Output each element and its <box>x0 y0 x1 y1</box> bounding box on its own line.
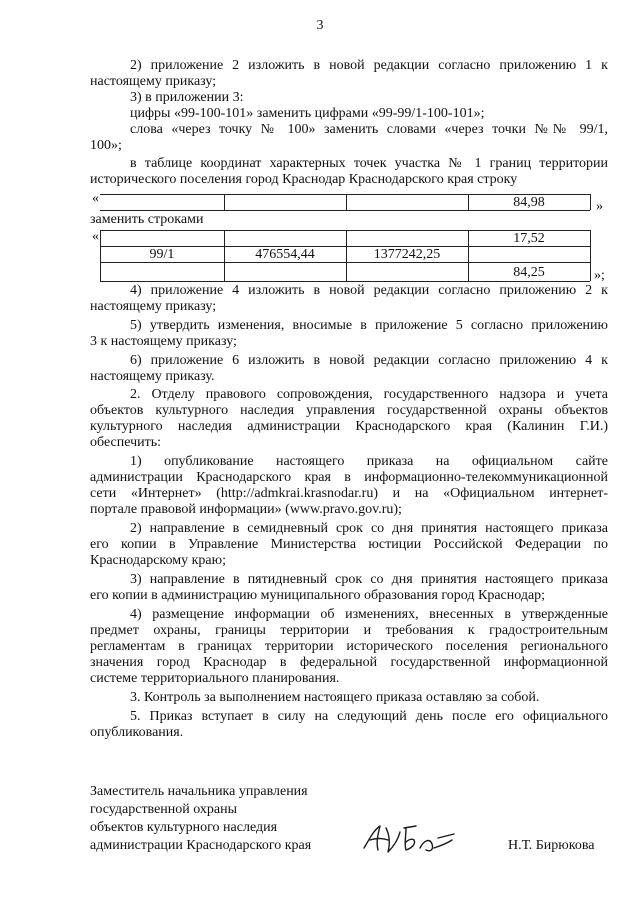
table-cell: 84,98 <box>513 195 545 210</box>
paragraph-line: культурного наследия администрации Краснодарского края (Калинин Г.И.) <box>90 419 608 434</box>
paragraph-line: 2) направление в семидневный срок со дня принятия настоящего приказа <box>130 521 608 536</box>
close-quote: » <box>596 199 603 214</box>
paragraph-line: 3) направление в пятидневный срок со дня принятия настоящего приказа <box>130 572 608 587</box>
open-quote: « <box>92 229 99 244</box>
paragraph-line: 4) размещение информации об изменениях, внесенных в утвержденные <box>130 607 608 622</box>
paragraph-line: настоящему приказу; <box>90 74 217 89</box>
paragraph-line: его копии в администрацию муниципального образования город Краснодар; <box>90 588 546 603</box>
signatory-position-line: объектов культурного наследия <box>90 820 278 835</box>
table-cell: 1377242,25 <box>373 247 441 262</box>
paragraph-line: слова «через точку № 100» заменить словами «через точки №№ 99/1, <box>130 122 608 137</box>
paragraph-line: портале правовой информации» (www.pravo.gov.ru); <box>90 502 402 517</box>
paragraph-line: 4) приложение 4 изложить в новой редакции согласно приложению 2 к <box>130 283 608 298</box>
paragraph-line: объектов культурного наследия управления государственной охраны объектов <box>90 403 608 418</box>
paragraph-line: 3. Контроль за выполнением настоящего приказа оставляю за собой. <box>130 690 540 705</box>
open-quote: « <box>92 191 99 206</box>
paragraph-line: цифры «99-100-101» заменить цифрами «99-99/1-100-101»; <box>130 106 485 121</box>
paragraph-line: системе территориального планирования. <box>90 671 340 686</box>
paragraph-line: заменить строками <box>90 212 204 227</box>
signatory-position-line: Заместитель начальника управления <box>90 784 308 799</box>
table-cell: 99/1 <box>149 247 175 262</box>
paragraph-line: 5) утвердить изменения, вносимые в приложение 5 согласно приложению <box>130 318 608 333</box>
paragraph-line: 2. Отделу правового сопровождения, государственного надзора и учета <box>130 387 608 402</box>
table-cell: 84,25 <box>513 265 545 280</box>
paragraph-line: 3 к настоящему приказу; <box>90 334 237 349</box>
paragraph-line: обеспечить: <box>90 435 161 450</box>
paragraph-line: исторического поселения город Краснодар Краснодарского края строку <box>90 172 518 187</box>
paragraph-line: 6) приложение 6 изложить в новой редакции согласно приложению 4 к <box>130 353 608 368</box>
paragraph-line: в таблице координат характерных точек участка № 1 границ территории <box>130 156 608 171</box>
page-number: 3 <box>316 18 324 33</box>
table-cell: 476554,44 <box>255 247 315 262</box>
paragraph-line: администрации Краснодарского края в информационно-телекоммуникационной <box>90 470 608 485</box>
paragraph-line: 2) приложение 2 изложить в новой редакции согласно приложению 1 к <box>130 58 608 73</box>
paragraph-line: настоящему приказу. <box>90 369 215 384</box>
paragraph-line: 100»; <box>90 138 122 153</box>
signatory-position-line: администрации Краснодарского края <box>90 838 312 853</box>
paragraph-line: Краснодарскому краю; <box>90 553 226 568</box>
paragraph-line: настоящему приказу; <box>90 299 217 314</box>
close-quote: »; <box>594 268 605 283</box>
paragraph-line: опубликования. <box>90 725 184 740</box>
signatory-position-line: государственной охраны <box>90 802 238 817</box>
signatory-name: Н.Т. Бирюкова <box>508 838 595 853</box>
paragraph-line: сети «Интернет» (http://admkrai.krasnodar.ru) и на «Официальном интернет- <box>90 486 608 501</box>
paragraph-line: регламентам в границах территории исторического поселения регионального <box>90 639 608 654</box>
table-cell: 17,52 <box>513 231 545 246</box>
paragraph-line: его копии в Управление Министерства юстиции Российской Федерации по <box>90 537 608 552</box>
paragraph-line: 1) опубликование настоящего приказа на официальном сайте <box>130 454 608 469</box>
paragraph-line: предмет охраны, границы территории и требования к градостроительным <box>90 623 608 638</box>
paragraph-line: 5. Приказ вступает в силу на следующий день после его официального <box>130 709 608 724</box>
paragraph-line: значения город Краснодар в федеральной государственной информационной <box>90 655 608 670</box>
handwritten-signature <box>360 818 460 860</box>
paragraph-line: 3) в приложении 3: <box>130 90 244 105</box>
